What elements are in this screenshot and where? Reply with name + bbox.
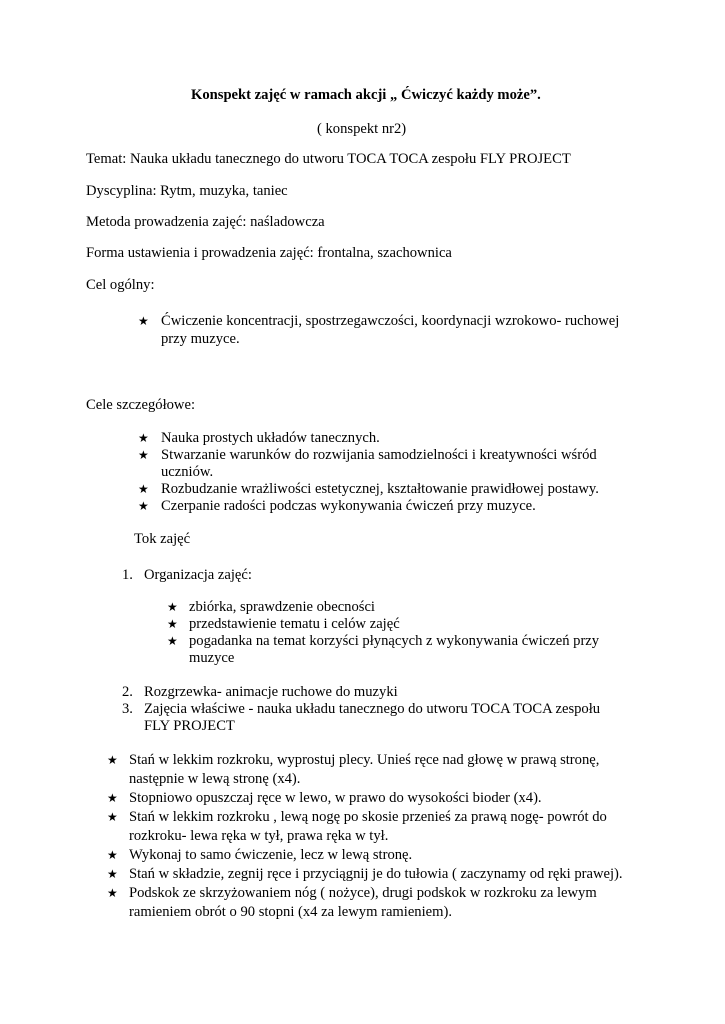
document-subtitle: ( konspekt nr2) (317, 121, 407, 137)
organizacja-item: zbiórka, sprawdzenie obecności (189, 599, 375, 615)
document-title: Konspekt zajęć w ramach akcji „ Ćwiczyć każdy może”. (191, 87, 541, 103)
cele-item: Stwarzanie warunków do rozwijania samodzielności i kreatywności wśród (161, 447, 597, 463)
field-metoda: Metoda prowadzenia zajęć: naśladowcza (86, 214, 325, 230)
numbered-index: 2. (122, 684, 133, 700)
star-bullet-icon: ★ (138, 482, 149, 496)
cwiczenie-item: rozkroku- lewa ręka w tył, prawa ręka w tył. (129, 828, 389, 844)
cele-szczegolowe-label: Cele szczegółowe: (86, 397, 195, 413)
numbered-item: FLY PROJECT (144, 718, 235, 734)
field-dyscyplina: Dyscyplina: Rytm, muzyka, taniec (86, 183, 288, 199)
field-cel-ogolny-label: Cel ogólny: (86, 277, 155, 293)
star-bullet-icon: ★ (107, 848, 118, 862)
organizacja-item: przedstawienie tematu i celów zajęć (189, 616, 400, 632)
numbered-item: Rozgrzewka- animacje ruchowe do muzyki (144, 684, 398, 700)
numbered-item: Zajęcia właściwe - nauka układu tanecznego do utworu TOCA TOCA zespołu (144, 701, 601, 717)
star-bullet-icon: ★ (167, 600, 178, 614)
cwiczenie-item: Podskok ze skrzyżowaniem nóg ( nożyce), drugi podskok w rozkroku za lewym (129, 885, 597, 901)
tok-zajec-label: Tok zajęć (134, 531, 191, 547)
numbered-index: 3. (122, 701, 133, 717)
organizacja-item: muzyce (189, 650, 235, 666)
cwiczenie-item: Stań w składzie, zegnij ręce i przyciągnij je do tułowia ( zaczynamy od ręki prawej). (129, 866, 623, 882)
cwiczenie-item: Stopniowo opuszczaj ręce w lewo, w prawo do wysokości bioder (x4). (129, 790, 542, 806)
star-bullet-icon: ★ (167, 617, 178, 631)
numbered-index: 1. (122, 567, 133, 583)
star-bullet-icon: ★ (107, 867, 118, 881)
cwiczenie-item: następnie w lewą stronę (x4). (129, 771, 301, 787)
star-bullet-icon: ★ (107, 810, 118, 824)
star-bullet-icon: ★ (107, 791, 118, 805)
organizacja-item: pogadanka na temat korzyści płynących z wykonywania ćwiczeń przy (189, 633, 600, 649)
cele-item: Czerpanie radości podczas wykonywania ćwiczeń przy muzyce. (161, 498, 536, 514)
cwiczenie-item: Stań w lekkim rozkroku , lewą nogę po skosie przenieś za prawą nogę- powrót do (129, 809, 607, 825)
cwiczenie-item: Wykonaj to samo ćwiczenie, lecz w lewą stronę. (129, 847, 413, 863)
field-temat: Temat: Nauka układu tanecznego do utworu TOCA TOCA zespołu FLY PROJECT (86, 151, 571, 167)
star-bullet-icon: ★ (138, 431, 149, 445)
cele-item: uczniów. (161, 464, 214, 480)
cwiczenie-item: Stań w lekkim rozkroku, wyprostuj plecy. Unieś ręce nad głowę w prawą stronę, (129, 752, 600, 768)
star-bullet-icon: ★ (167, 634, 178, 648)
star-bullet-icon: ★ (107, 753, 118, 767)
star-bullet-icon: ★ (138, 448, 149, 462)
cel-ogolny-line: Ćwiczenie koncentracji, spostrzegawczości, koordynacji wzrokowo- ruchowej (161, 313, 620, 329)
field-forma: Forma ustawienia i prowadzenia zajęć: frontalna, szachownica (86, 245, 452, 261)
cel-ogolny-line: przy muzyce. (161, 331, 240, 347)
star-bullet-icon: ★ (107, 886, 118, 900)
cwiczenie-item: ramieniem obrót o 90 stopni (x4 za lewym ramieniem). (129, 904, 453, 920)
star-bullet-icon: ★ (138, 499, 149, 513)
star-bullet-icon: ★ (138, 314, 149, 328)
cele-item: Nauka prostych układów tanecznych. (161, 430, 380, 446)
numbered-item: Organizacja zajęć: (144, 567, 252, 583)
cele-item: Rozbudzanie wrażliwości estetycznej, kształtowanie prawidłowej postawy. (161, 481, 599, 497)
